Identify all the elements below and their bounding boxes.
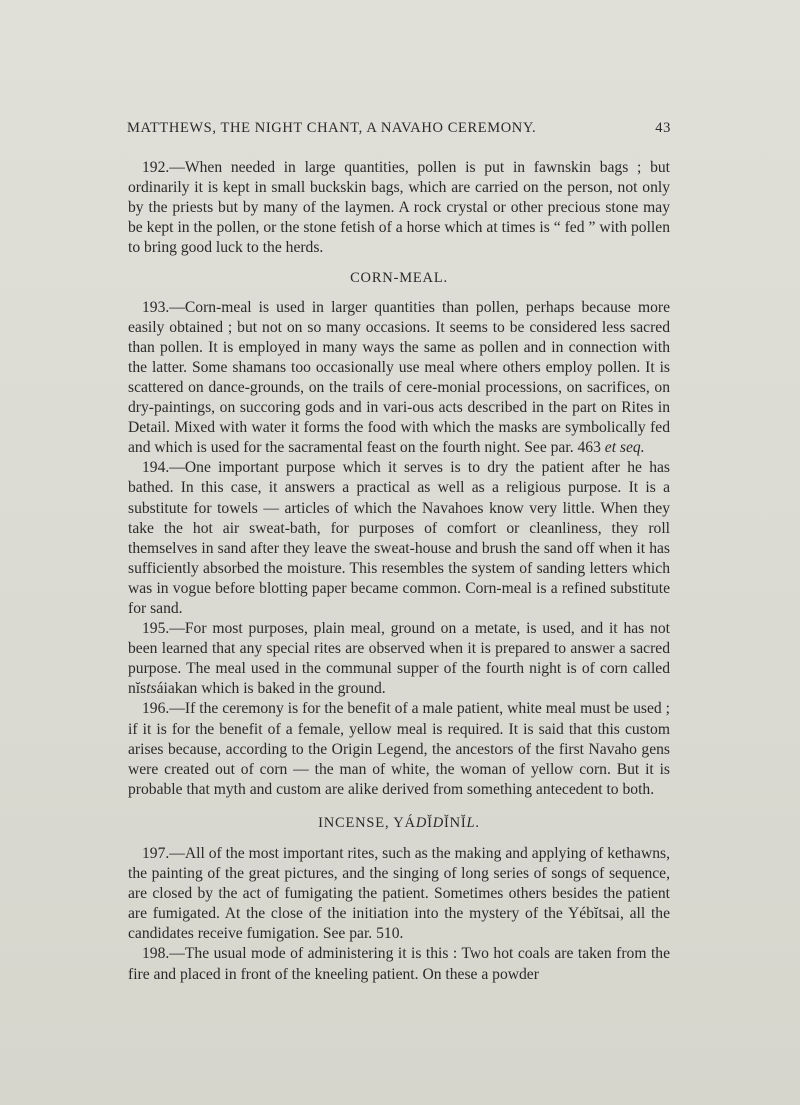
et-seq-italic: et seq. <box>604 439 645 457</box>
section-heading-corn-meal: CORN-MEAL. <box>350 270 448 287</box>
paragraph-195-before: 195.—For most purposes, plain meal, ground on a metate, is used, and it has not been learned that any special rites are observed when it is prepared to answer a sacred purpose. The meal used in the communal supper of the fourth night is of corn called nĭs <box>128 620 670 698</box>
paragraph-193-text: 193.—Corn-meal is used in larger quantities than pollen, perhaps because more easily obtained ; but not on so many occasions. It seems to be considered less sacred than pollen. It is employed in many ways the same as pollen and in connection with the latter. Some shamans too occasionally use meal where others employ pollen. It is scattered on dance-grounds, on the trails of cere-monial processions, on sacrifices, on dry-paintings, on succoring gods and in vari-ous acts described in the part on Rites in Detail. Mixed with water it forms the food with which the masks are symbolically fed and which is used for the sacramental feast on the fourth night. See par. 463 <box>128 298 670 457</box>
section-heading-incense <box>128 813 670 833</box>
incense-heading-mid: Ĭ <box>427 814 433 831</box>
incense-heading-d1: D <box>415 814 428 831</box>
paragraph-195-italic: ts <box>146 680 157 698</box>
incense-heading-prefix: INCENSE, YÁ <box>318 814 416 831</box>
paragraph-198: 198.—The usual mode of administering it is this : Two hot coals are taken from the fire and placed in front of the kneeling patient. On these a powder <box>128 945 670 983</box>
paragraph-193 <box>128 298 670 459</box>
paragraph-192: 192.—When needed in large quantities, pollen is put in fawnskin bags ; but ordinarily it is kept in small buckskin bags, which are carried on the person, not only by the priests but by many of the laymen. A rock crystal or other precious stone may be kept in the pollen, or the stone fetish of a horse which at times is “ fed ” with pollen to bring good luck to the herds. <box>128 159 670 257</box>
paragraph-194: 194.—One important purpose which it serves is to dry the patient after he has bathed. In this case, it answers a practical as well as a religious purpose. It is a substitute for towels — articles of which the Navahoes know very little. When they take the hot air sweat-bath, for purposes of comfort or cleanliness, they roll themselves in sand after they leave the sweat-house and brush the sand off when it has sufficiently absorbed the moisture. This resembles the system of sanding letters which was in vogue before blotting paper became common. Corn-meal is a refined substitute for sand. <box>128 459 670 617</box>
incense-heading-mid2: ĬNĬ <box>444 814 467 831</box>
paragraph-195-after: áiakan which is baked in the ground. <box>156 680 386 698</box>
page-number: 43 <box>655 120 671 136</box>
incense-heading-d2: D <box>432 814 445 831</box>
incense-heading-end: . <box>475 814 480 831</box>
paragraph-195 <box>128 619 670 699</box>
running-head <box>127 120 671 137</box>
incense-heading-l: L <box>466 814 476 831</box>
paragraph-197: 197.—All of the most important rites, such as the making and applying of kethawns, the painting of the great pictures, and the singing of long series of songs of sequence, are closed by the act of fumigating the patient. Sometimes others besides the patient are fumigated. At the close of the initiation into the mystery of the Yébĭtsai, all the candidates receive fumigation. See par. 510. <box>128 845 670 943</box>
paragraph-196: 196.—If the ceremony is for the benefit of a male patient, white meal must be used ; if it is for the benefit of a female, yellow meal is required. It is said that this custom arises because, according to the Origin Legend, the ancestors of the first Navaho gens were created out of corn — the man of white, the woman of yellow corn. But it is probable that myth and custom are alike derived from something antecedent to both. <box>128 700 670 798</box>
body-text <box>128 158 670 985</box>
running-title: MATTHEWS, THE NIGHT CHANT, A NAVAHO CEREMONY. <box>127 120 537 136</box>
